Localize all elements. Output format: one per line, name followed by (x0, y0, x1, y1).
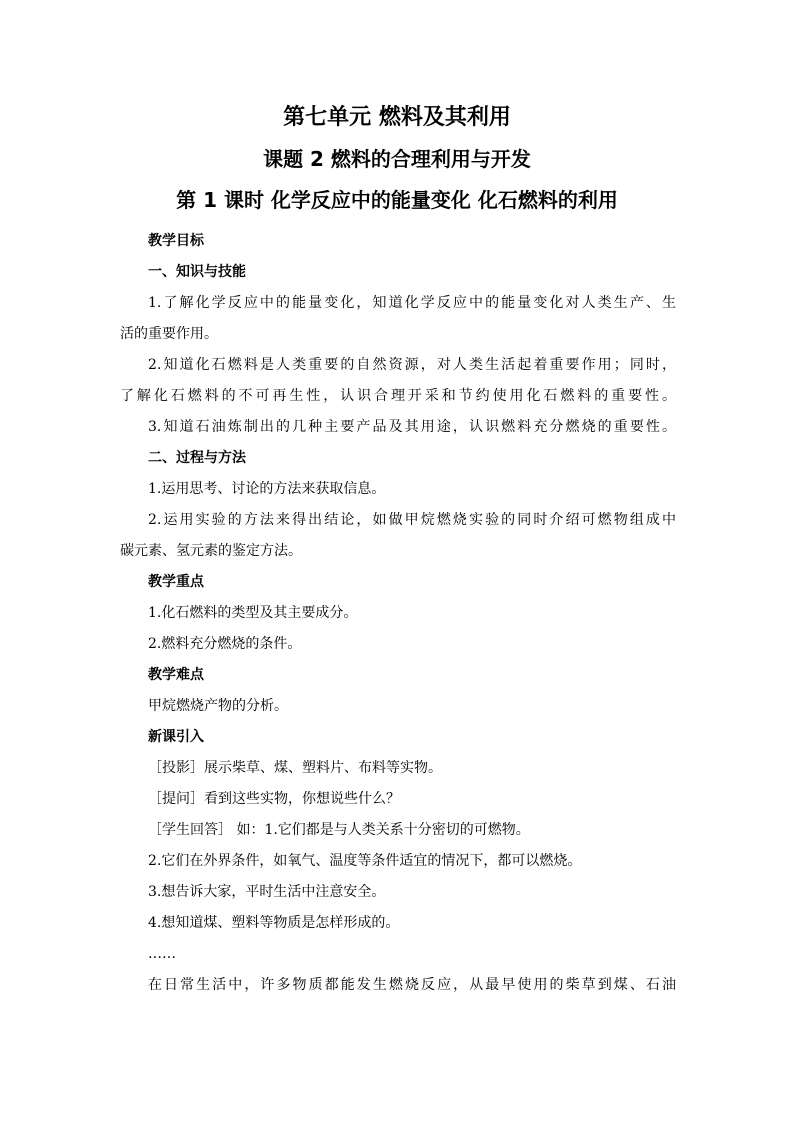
intro-question: ［提问］看到这些实物，你想说些什么？ (148, 791, 400, 807)
knowledge-heading: 一、知识与技能 (148, 264, 246, 280)
process-item-2-line-2: 碳元素、氢元素的鉴定方法。 (120, 543, 302, 559)
process-item-1: 1.运用思考、讨论的方法来获取信息。 (148, 481, 386, 497)
key-point-2: 2.燃料充分燃烧的条件。 (148, 636, 302, 652)
knowledge-item-1-line-1: 1.了解化学反应中的能量变化，知道化学反应中的能量变化对人类生产、生 (148, 295, 676, 311)
intro-projection: ［投影］展示柴草、煤、塑料片、布料等实物。 (148, 760, 442, 776)
topic-title: 课题 2 燃料的合理利用与开发 (263, 147, 531, 171)
objectives-heading: 教学目标 (148, 233, 204, 249)
process-item-2-line-1: 2.运用实验的方法来得出结论，如做甲烷燃烧实验的同时介绍可燃物组成中 (148, 512, 676, 528)
knowledge-item-2-line-2: 了解化石燃料的不可再生性，认识合理开采和节约使用化石燃料的重要性。 (120, 388, 676, 404)
key-points-heading: 教学重点 (148, 574, 204, 590)
intro-answer: ［学生回答］ 如：1.它们都是与人类关系十分密切的可燃物。 (148, 822, 530, 838)
knowledge-item-1-line-2: 活的重要作用。 (120, 326, 218, 342)
intro-answer-4: 4.想知道煤、塑料等物质是怎样形成的。 (148, 915, 400, 931)
unit-title: 第七单元 燃料及其利用 (283, 105, 511, 130)
difficulty-text: 甲烷燃烧产物的分析。 (148, 698, 288, 714)
difficulty-heading: 教学难点 (148, 667, 204, 683)
intro-ellipsis: …… (148, 946, 176, 962)
knowledge-item-2-line-1: 2.知道化石燃料是人类重要的自然资源，对人类生活起着重要作用；同时， (148, 357, 676, 373)
intro-heading: 新课引入 (148, 729, 204, 745)
intro-answer-2: 2.它们在外界条件，如氧气、温度等条件适宜的情况下，都可以燃烧。 (148, 853, 582, 869)
intro-answer-3: 3.想告诉大家，平时生活中注意安全。 (148, 884, 386, 900)
document-body (120, 226, 676, 1001)
key-point-1: 1.化石燃料的类型及其主要成分。 (148, 605, 358, 621)
intro-closing: 在日常生活中，许多物质都能发生燃烧反应，从最早使用的柴草到煤、石油 (148, 977, 676, 993)
process-heading: 二、过程与方法 (148, 450, 246, 466)
knowledge-item-3: 3.知道石油炼制出的几种主要产品及其用途，认识燃料充分燃烧的重要性。 (148, 419, 676, 435)
lesson-title: 第 1 课时 化学反应中的能量变化 化石燃料的利用 (176, 188, 618, 212)
